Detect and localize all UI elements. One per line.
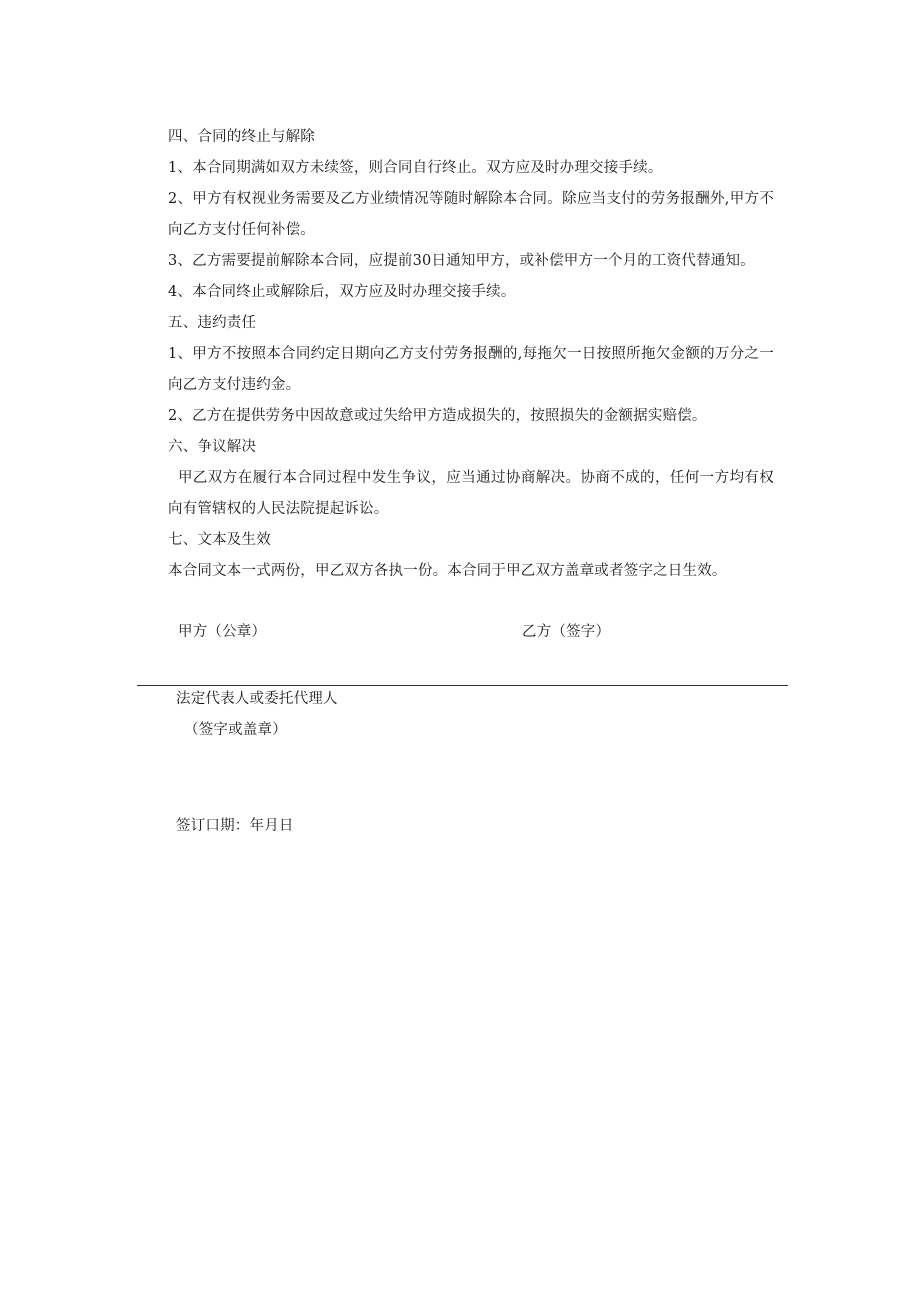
section-5-item-1: 1、甲方不按照本合同约定日期向乙方支付劳务报酬的,每拖欠一日按照所拖欠金额的万分之一向乙方支付违约金。 (168, 346, 774, 393)
section-4-item-3: 3、乙方需要提前解除本合同，应提前30日通知甲方，或补偿甲方一个月的工资代替通知。 (168, 253, 755, 269)
section-6-heading: 六、争议解决 (168, 439, 257, 455)
party-b-signature-label: 乙方（签字） (522, 624, 611, 640)
section-5-item-2: 2、乙方在提供劳务中因故意或过失给甲方造成损失的，按照损失的金额据实赔偿。 (168, 408, 707, 424)
representative-label: 法定代表人或委托代理人 (176, 691, 338, 707)
section-4-item-2: 2、甲方有权视业务需要及乙方业绩情况等随时解除本合同。除应当支付的劳务报酬外,甲方不向乙方支付任何补偿。 (168, 191, 774, 238)
section-4-item-4: 4、本合同终止或解除后，双方应及时办理交接手续。 (168, 284, 516, 300)
section-4-item-1: 1、本合同期满如双方未续签，则合同自行终止。双方应及时办理交接手续。 (168, 160, 663, 176)
section-4-heading: 四、合同的终止与解除 (168, 129, 315, 145)
section-6-body: 甲乙双方在履行本合同过程中发生争议，应当通过协商解决。协商不成的，任何一方均有权向有管辖权的人民法院提起诉讼。 (168, 470, 774, 517)
section-7-body: 本合同文本一式两份，甲乙双方各执一份。本合同于甲乙双方盖章或者签字之日生效。 (168, 563, 727, 579)
party-a-seal-label: 甲方（公章） (178, 624, 267, 640)
signing-date-label: 签订口期：年月日 (176, 818, 294, 834)
section-5-heading: 五、违约责任 (168, 315, 257, 331)
signature-divider (137, 685, 788, 686)
sign-or-seal-label: （签字或盖章） (184, 722, 287, 738)
section-7-heading: 七、文本及生效 (168, 532, 271, 548)
